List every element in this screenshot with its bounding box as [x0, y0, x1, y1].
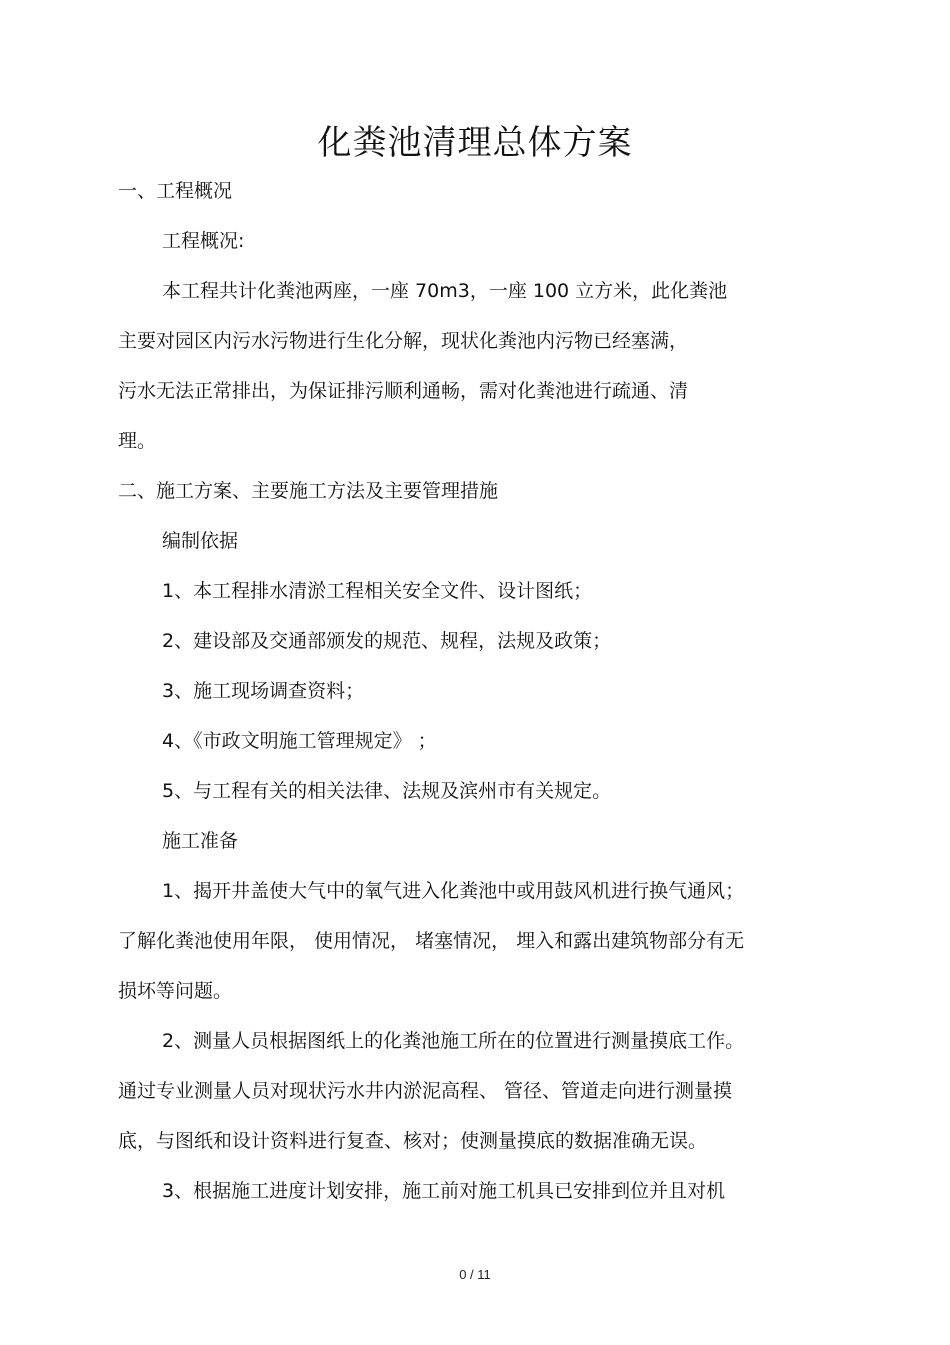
list-item: 1、本工程排水清淤工程相关安全文件、设计图纸； [162, 580, 593, 602]
paragraph-line: 2、测量人员根据图纸上的化粪池施工所在的位置进行测量摸底工作。 [162, 1030, 745, 1052]
paragraph-line: 损坏等问题。 [118, 980, 233, 1002]
paragraph-line: 通过专业测量人员对现状污水井内淤泥高程、 管径、管道走向进行测量摸 [118, 1080, 733, 1102]
list-item: 3、施工现场调查资料； [162, 680, 365, 702]
subheading-preparation: 施工准备 [162, 830, 239, 852]
section-heading-1: 一、工程概况 [118, 180, 233, 202]
list-item: 5、与工程有关的相关法律、法规及滨州市有关规定。 [162, 780, 612, 802]
paragraph-line: 理。 [118, 430, 157, 452]
paragraph-line: 污水无法正常排出，为保证排污顺利通畅，需对化粪池进行疏通、清 [118, 380, 689, 402]
list-item: 2、建设部及交通部颁发的规范、规程，法规及政策； [162, 630, 612, 652]
subheading-basis: 编制依据 [162, 530, 239, 552]
document-title: 化粪池清理总体方案 [317, 123, 633, 163]
section-heading-2: 二、施工方案、主要施工方法及主要管理措施 [118, 480, 499, 502]
paragraph-line: 3、根据施工进度计划安排，施工前对施工机具已安排到位并且对机 [162, 1180, 726, 1202]
paragraph-line: 了解化粪池使用年限， 使用情况， 堵塞情况， 埋入和露出建筑物部分有无 [118, 930, 745, 952]
list-item: 4、《市政文明施工管理规定》 ； [162, 730, 437, 752]
paragraph-line: 底，与图纸和设计资料进行复查、核对；使测量摸底的数据准确无误。 [118, 1130, 708, 1152]
paragraph-line: 1、揭开井盖使大气中的氧气进入化粪池中或用鼓风机进行换气通风； [162, 880, 745, 902]
subheading-overview: 工程概况: [162, 230, 245, 252]
paragraph-line: 主要对园区内污水污物进行生化分解，现状化粪池内污物已经塞满， [118, 330, 689, 352]
page-number: 0 / 11 [459, 1267, 491, 1282]
paragraph-line: 本工程共计化粪池两座，一座 70m3，一座 100 立方米，此化粪池 [162, 280, 728, 302]
